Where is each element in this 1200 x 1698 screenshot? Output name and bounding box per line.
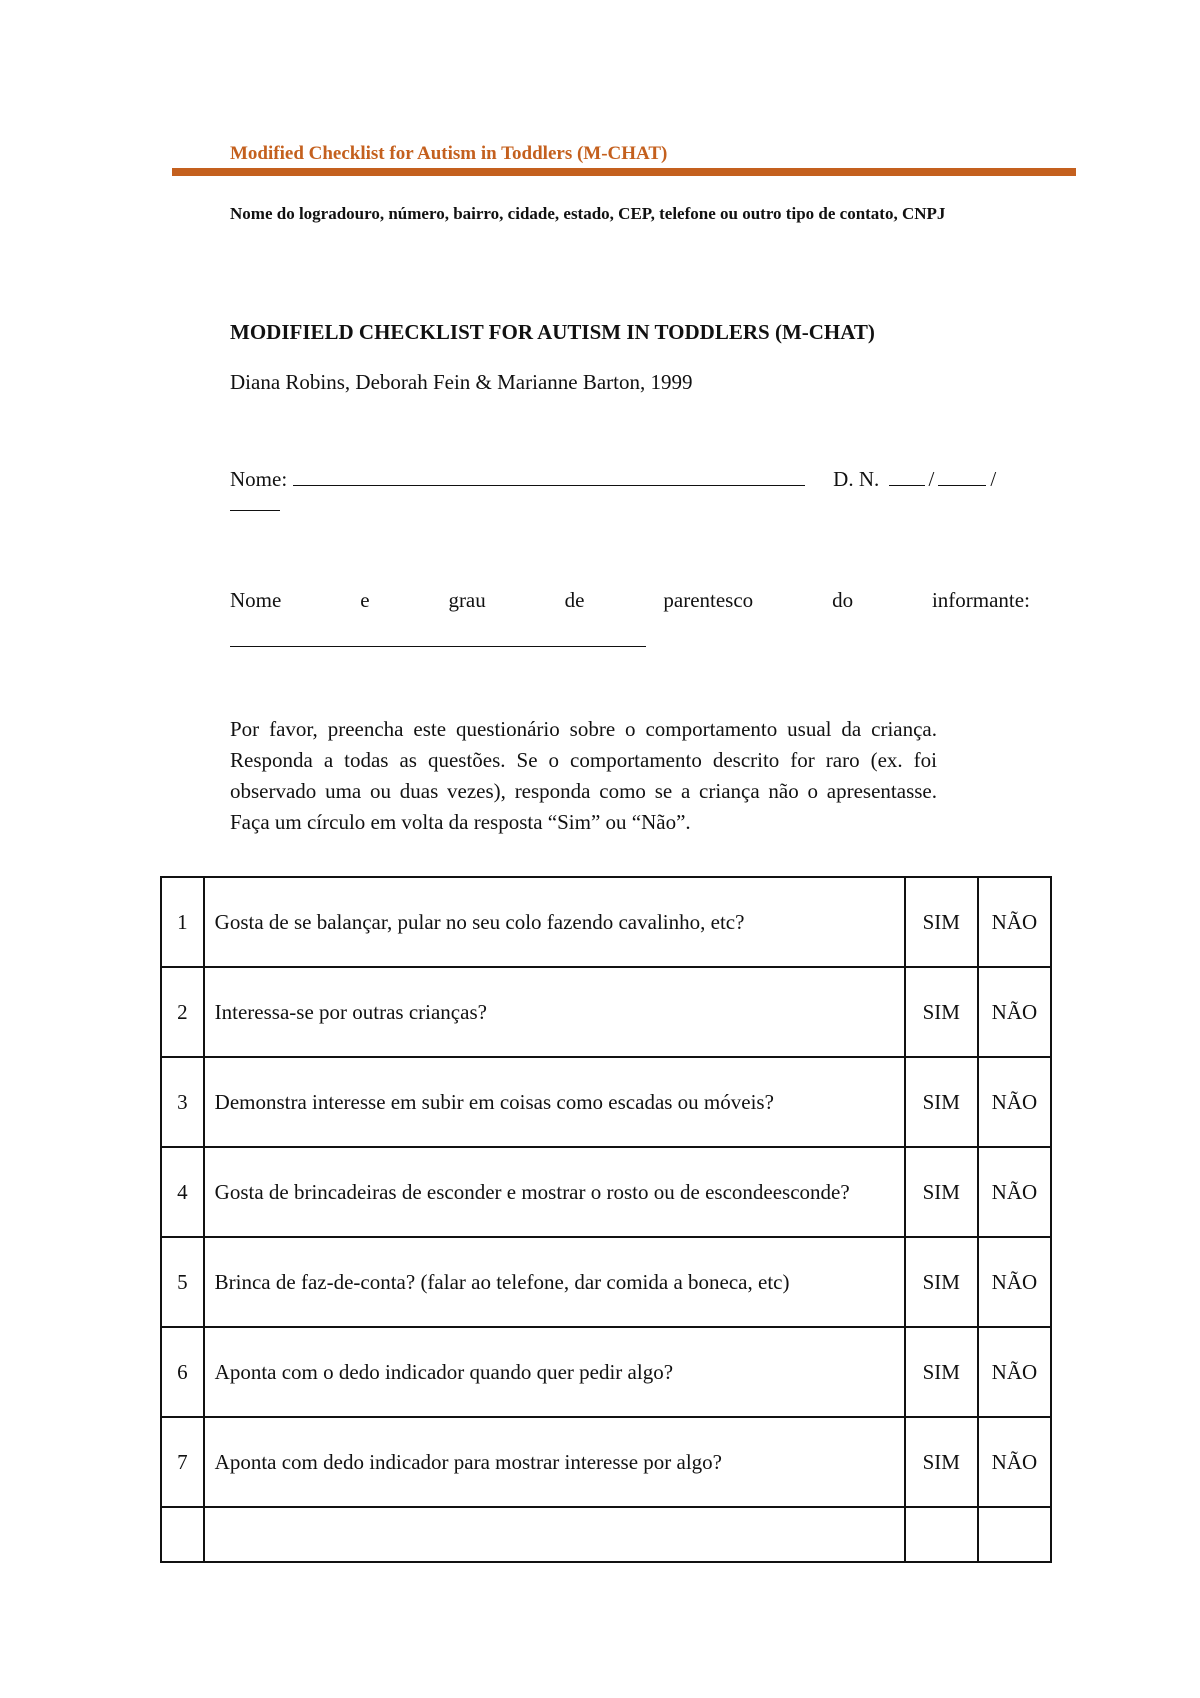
informant-row [230, 588, 1030, 613]
header-title: Modified Checklist for Autism in Toddlers (M-CHAT) [230, 143, 668, 164]
answer-yes[interactable]: SIM [905, 967, 978, 1057]
answer-yes[interactable]: SIM [905, 1237, 978, 1327]
dob-label: D. N. [833, 467, 880, 491]
question-number: 7 [161, 1417, 204, 1507]
question-number: 3 [161, 1057, 204, 1147]
dob-year-field[interactable] [230, 510, 280, 511]
question-text: Aponta com dedo indicador para mostrar interesse por algo? [204, 1417, 905, 1507]
questionnaire-table [160, 876, 1052, 1563]
header-rule [172, 168, 1076, 176]
question-text: Gosta de se balançar, pular no seu colo fazendo cavalinho, etc? [204, 877, 905, 967]
question-row [161, 1327, 1051, 1417]
informant-field[interactable] [230, 646, 646, 647]
empty-cell [978, 1507, 1051, 1562]
question-row [161, 877, 1051, 967]
informant-word: informante: [931, 588, 1030, 612]
question-number: 1 [161, 877, 204, 967]
child-name-row: Nome: D. N. / / [230, 467, 997, 491]
org-info: Nome do logradouro, número, bairro, cidade, estado, CEP, telefone ou outro tipo de contato, CNPJ [230, 204, 946, 223]
question-row [161, 1057, 1051, 1147]
question-number: 4 [161, 1147, 204, 1237]
question-text: Interessa-se por outras crianças? [204, 967, 905, 1057]
answer-yes[interactable]: SIM [905, 1327, 978, 1417]
informant-word: e [360, 588, 370, 612]
question-number: 5 [161, 1237, 204, 1327]
question-row [161, 1147, 1051, 1237]
question-text: Demonstra interesse em subir em coisas como escadas ou móveis? [204, 1057, 905, 1147]
question-number: 2 [161, 967, 204, 1057]
dob-month-field[interactable] [938, 465, 986, 486]
name-label: Nome: [230, 467, 288, 491]
informant-word: grau [448, 588, 486, 612]
empty-cell [204, 1507, 905, 1562]
informant-word: do [832, 588, 854, 612]
question-row [161, 1417, 1051, 1507]
question-text: Aponta com o dedo indicador quando quer pedir algo? [204, 1327, 905, 1417]
question-row [161, 967, 1051, 1057]
empty-row [161, 1507, 1051, 1562]
document-title: MODIFIELD CHECKLIST FOR AUTISM IN TODDLERS (M-CHAT) [230, 320, 875, 344]
informant-word: Nome [230, 588, 282, 612]
answer-no[interactable]: NÃO [978, 1237, 1051, 1327]
document-authors: Diana Robins, Deborah Fein & Marianne Barton, 1999 [230, 370, 693, 394]
answer-yes[interactable]: SIM [905, 1057, 978, 1147]
answer-no[interactable]: NÃO [978, 1057, 1051, 1147]
question-row [161, 1237, 1051, 1327]
informant-word: parentesco [663, 588, 754, 612]
answer-no[interactable]: NÃO [978, 967, 1051, 1057]
informant-word: de [564, 588, 585, 612]
answer-yes[interactable]: SIM [905, 877, 978, 967]
instructions-paragraph: Por favor, preencha este questionário sobre o comportamento usual da criança. Responda a todas as questões. Se o comportamento descrito for raro (ex. foi observado uma ou duas vezes), responda como se a criança não o apresentasse. Faça um círculo em volta da resposta “Sim” ou “Não”. [230, 717, 937, 834]
dob-day-field[interactable] [889, 465, 925, 486]
empty-cell [905, 1507, 978, 1562]
answer-no[interactable]: NÃO [978, 1417, 1051, 1507]
answer-no[interactable]: NÃO [978, 1147, 1051, 1237]
question-text: Gosta de brincadeiras de esconder e mostrar o rosto ou de escondeesconde? [204, 1147, 905, 1237]
answer-no[interactable]: NÃO [978, 877, 1051, 967]
answer-yes[interactable]: SIM [905, 1417, 978, 1507]
name-field[interactable] [293, 465, 805, 486]
answer-yes[interactable]: SIM [905, 1147, 978, 1237]
question-text: Brinca de faz-de-conta? (falar ao telefone, dar comida a boneca, etc) [204, 1237, 905, 1327]
answer-no[interactable]: NÃO [978, 1327, 1051, 1417]
question-number: 6 [161, 1327, 204, 1417]
empty-cell [161, 1507, 204, 1562]
